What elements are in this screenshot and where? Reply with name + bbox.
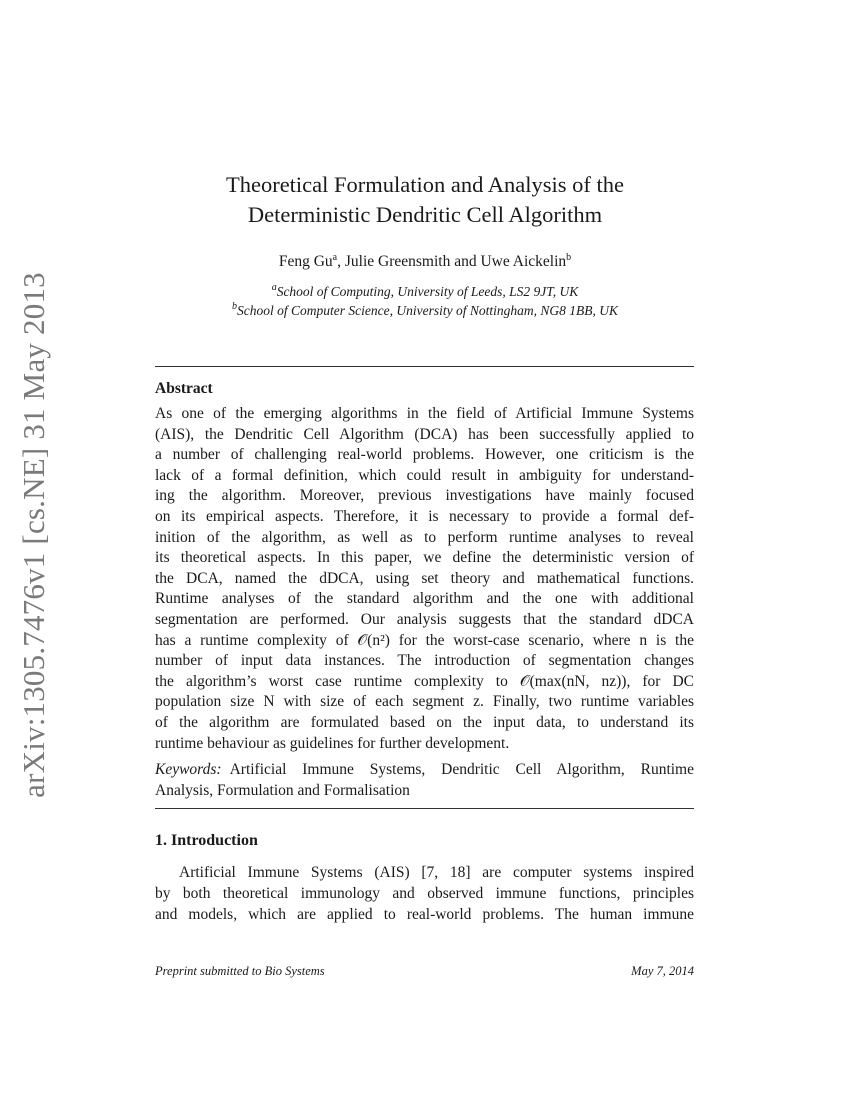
keywords-line xyxy=(155,760,694,781)
author-list xyxy=(155,252,695,272)
abstract-line: (AIS), the Dendritic Cell Algorithm (DCA) has been successfully applied to xyxy=(155,425,694,443)
abstract-line: a number of challenging real-world problems. However, one criticism is the xyxy=(155,446,694,464)
abstract-line: segmentation are performed. Our analysis suggests that the standard dDCA xyxy=(155,610,694,628)
abstract-line: As one of the emerging algorithms in the field of Artificial Immune Systems xyxy=(155,405,694,422)
abstract-line: population size N with size of each segment z. Finally, two runtime variables xyxy=(155,693,694,711)
keywords-label: Keywords: xyxy=(155,761,222,778)
introduction-line: Artificial Immune Systems (AIS) [7, 18] are computer systems inspired xyxy=(179,864,694,881)
abstract-line: number of input data instances. The introduction of segmentation changes xyxy=(155,652,694,670)
abstract-line: its theoretical aspects. In this paper, we define the deterministic version of xyxy=(155,549,694,567)
affiliation-text: School of Computer Science, University of Nottingham, NG8 1BB, UK xyxy=(237,303,618,318)
section-heading-introduction: 1. Introduction xyxy=(155,832,258,849)
abstract-bottom-rule xyxy=(155,808,694,809)
introduction-line: and models, which are applied to real-world problems. The human immune xyxy=(155,906,694,923)
affiliation-mark: b xyxy=(232,301,238,312)
abstract-line: ing the algorithm. Moreover, previous investigations have mainly focused xyxy=(155,487,694,505)
abstract-line: lack of a formal definition, which could result in ambiguity for understand- xyxy=(155,466,694,484)
abstract-line: on its empirical aspects. Therefore, it is necessary to provide a formal def- xyxy=(155,507,694,525)
abstract-line: the algorithm’s worst case runtime complexity to 𝒪(max(nN, nz)), for DC xyxy=(155,672,694,690)
introduction-line: by both theoretical immunology and observed immune functions, principles xyxy=(155,885,694,902)
abstract-line: Runtime analyses of the standard algorithm and the one with additional xyxy=(155,590,694,608)
affiliation-b xyxy=(155,302,695,320)
abstract-line: runtime behaviour as guidelines for further development. xyxy=(155,734,510,752)
abstract-line: of the algorithm are formulated based on the input data, to understand its xyxy=(155,713,694,731)
paper-title xyxy=(155,170,695,230)
affiliation-mark: a xyxy=(332,252,338,263)
footer-date: May 7, 2014 xyxy=(631,964,694,978)
affiliation-a xyxy=(155,283,695,301)
title-line-2: Deterministic Dendritic Cell Algorithm xyxy=(247,202,603,227)
introduction-body xyxy=(155,862,694,925)
abstract-line: the DCA, named the dDCA, using set theory and mathematical functions. xyxy=(155,569,694,587)
author-name: Julie Greensmith and Uwe Aickelin xyxy=(344,253,567,270)
title-line-1: Theoretical Formulation and Analysis of the xyxy=(225,172,625,197)
affiliation-mark: a xyxy=(271,282,277,293)
affiliation-text: School of Computing, University of Leeds, LS2 9JT, UK xyxy=(276,284,579,299)
abstract-line: inition of the algorithm, as well as to perform runtime analyses to reveal xyxy=(155,528,694,546)
abstract-top-rule xyxy=(155,366,694,367)
keywords-line: Analysis, Formulation and Formalisation xyxy=(155,781,410,799)
author-name: Feng Gu xyxy=(278,253,333,270)
abstract-line: has a runtime complexity of 𝒪(n²) for the worst-case scenario, where n is the xyxy=(155,631,694,649)
affiliation-mark: b xyxy=(566,252,572,263)
abstract-body xyxy=(155,404,694,754)
arxiv-identifier-text: arXiv:1305.7476v1 [cs.NE] 31 May 2013 xyxy=(16,272,51,798)
keywords-text: Artificial Immune Systems, Dendritic Cell Algorithm, Runtime xyxy=(229,761,694,778)
author-separator: , xyxy=(337,253,345,270)
preprint-footer: Preprint submitted to Bio Systems xyxy=(155,964,325,978)
arxiv-identifier-stamp xyxy=(10,272,58,798)
abstract-heading: Abstract xyxy=(155,380,213,397)
keywords-block xyxy=(155,760,694,801)
